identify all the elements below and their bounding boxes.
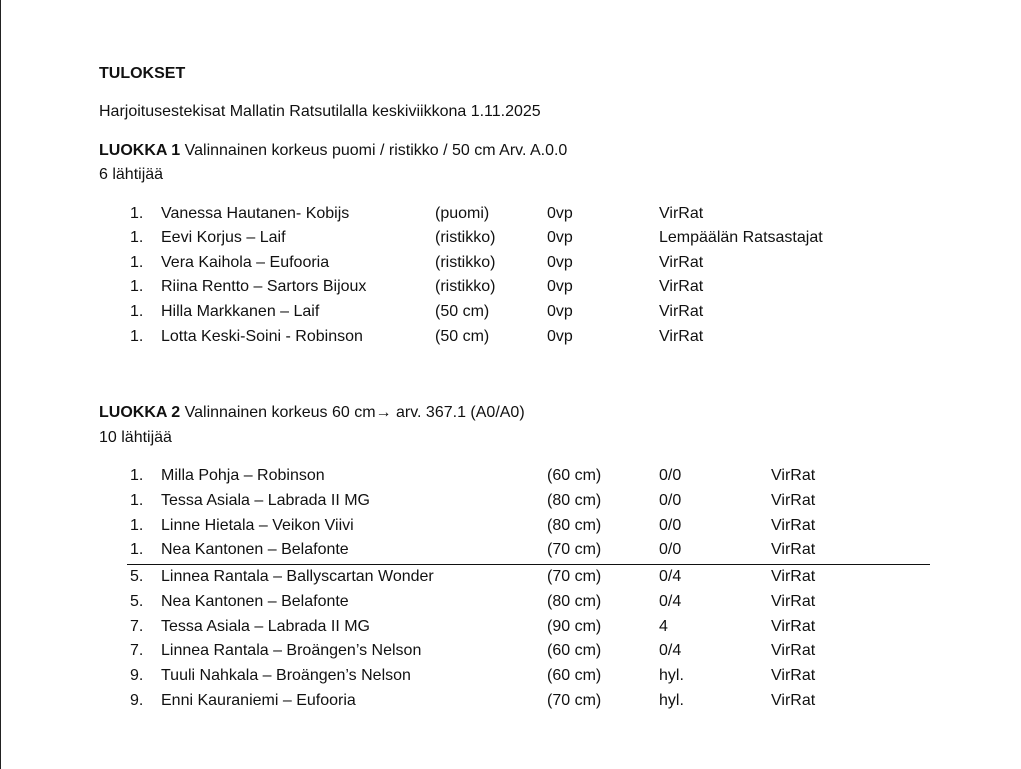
result-faults: 0vp — [547, 254, 573, 271]
result-height: (70 cm) — [547, 541, 602, 558]
result-place: 7. — [130, 642, 144, 659]
class2-result-row — [0, 490, 1021, 512]
result-height: (60 cm) — [547, 467, 602, 484]
result-rider: Lotta Keski-Soini - Robinson — [161, 328, 363, 345]
class1-result-row — [0, 227, 1021, 249]
result-place: 1. — [130, 517, 144, 534]
result-club: VirRat — [659, 303, 704, 320]
result-club: Lempäälän Ratsastajat — [659, 229, 823, 246]
result-height: (80 cm) — [547, 593, 602, 610]
result-club: VirRat — [771, 593, 816, 610]
result-height: (90 cm) — [547, 618, 602, 635]
result-place: 7. — [130, 618, 144, 635]
class1-result-row — [0, 252, 1021, 274]
class2-result-row — [0, 616, 1021, 638]
class2-result-row — [0, 665, 1021, 687]
result-faults: 0/4 — [659, 642, 682, 659]
class1-starters: 6 lähtijää — [99, 166, 164, 183]
document-title: TULOKSET — [99, 65, 186, 82]
result-height: (80 cm) — [547, 517, 602, 534]
result-faults: 0/0 — [659, 517, 682, 534]
class1-result-row — [0, 276, 1021, 298]
result-rider: Nea Kantonen – Belafonte — [161, 541, 349, 558]
class2-starters: 10 lähtijää — [99, 429, 172, 446]
result-faults: 0vp — [547, 278, 573, 295]
result-rider: Enni Kauraniemi – Eufooria — [161, 692, 356, 709]
result-rider: Linne Hietala – Veikon Viivi — [161, 517, 354, 534]
result-faults: 0vp — [547, 229, 573, 246]
result-club: VirRat — [659, 328, 704, 345]
class1-result-row — [0, 301, 1021, 323]
result-place: 5. — [130, 568, 144, 585]
result-club: VirRat — [771, 517, 816, 534]
result-rider: Tessa Asiala – Labrada II MG — [161, 618, 370, 635]
result-faults: 0/0 — [659, 492, 682, 509]
result-club: VirRat — [659, 205, 704, 222]
result-rider: Nea Kantonen – Belafonte — [161, 593, 349, 610]
class2-result-row — [0, 591, 1021, 613]
result-faults: 0vp — [547, 303, 573, 320]
class2-result-row — [0, 640, 1021, 662]
result-height: (80 cm) — [547, 492, 602, 509]
result-height: (ristikko) — [435, 254, 496, 271]
document-subtitle: Harjoitusestekisat Mallatin Ratsutilalla keskiviikkona 1.11.2025 — [99, 103, 541, 120]
class1-description: Valinnainen korkeus puomi / ristikko / 50 cm Arv. A.0.0 — [180, 142, 568, 159]
result-height: (ristikko) — [435, 278, 496, 295]
result-rider: Tuuli Nahkala – Broängen’s Nelson — [161, 667, 411, 684]
result-faults: 0/0 — [659, 467, 682, 484]
result-place: 1. — [130, 205, 144, 222]
class2-heading — [99, 403, 525, 423]
result-club: VirRat — [659, 278, 704, 295]
result-rider: Vanessa Hautanen- Kobijs — [161, 205, 350, 222]
class1-result-row — [0, 326, 1021, 348]
result-rider: Hilla Markkanen – Laif — [161, 303, 320, 320]
result-rider: Eevi Korjus – Laif — [161, 229, 286, 246]
result-place: 5. — [130, 593, 144, 610]
result-height: (50 cm) — [435, 328, 490, 345]
result-rider: Tessa Asiala – Labrada II MG — [161, 492, 370, 509]
class1-label: LUOKKA 1 — [99, 142, 181, 159]
class1-result-row — [0, 203, 1021, 225]
result-faults: 0vp — [547, 205, 573, 222]
class2-result-row — [0, 690, 1021, 712]
result-height: (60 cm) — [547, 667, 602, 684]
result-height: (60 cm) — [547, 642, 602, 659]
result-faults: 4 — [659, 618, 668, 635]
result-faults: hyl. — [659, 667, 684, 684]
result-place: 9. — [130, 667, 144, 684]
class2-description: Valinnainen korkeus 60 cm→ arv. 367.1 (A0/A0) — [180, 404, 525, 421]
result-height: (50 cm) — [435, 303, 490, 320]
result-rider: Linnea Rantala – Ballyscartan Wonder — [161, 568, 434, 585]
result-place: 1. — [130, 328, 144, 345]
result-faults: 0/4 — [659, 568, 682, 585]
class2-result-row — [0, 465, 1021, 487]
result-rider: Riina Rentto – Sartors Bijoux — [161, 278, 367, 295]
class2-result-row — [0, 539, 1021, 561]
result-rider: Linnea Rantala – Broängen’s Nelson — [161, 642, 422, 659]
result-faults: 0vp — [547, 328, 573, 345]
result-height: (70 cm) — [547, 692, 602, 709]
result-place: 1. — [130, 278, 144, 295]
result-club: VirRat — [771, 667, 816, 684]
result-faults: hyl. — [659, 692, 684, 709]
result-height: (puomi) — [435, 205, 490, 222]
result-club: VirRat — [771, 642, 816, 659]
result-place: 1. — [130, 303, 144, 320]
result-faults: 0/4 — [659, 593, 682, 610]
result-place: 1. — [130, 541, 144, 558]
placement-divider-line — [127, 564, 930, 565]
result-club: VirRat — [771, 541, 816, 558]
result-place: 1. — [130, 254, 144, 271]
class2-result-row — [0, 515, 1021, 537]
result-place: 1. — [130, 229, 144, 246]
result-rider: Vera Kaihola – Eufooria — [161, 254, 330, 271]
class2-result-row — [0, 566, 1021, 588]
class2-label: LUOKKA 2 — [99, 404, 181, 421]
result-club: VirRat — [771, 618, 816, 635]
result-club: VirRat — [771, 692, 816, 709]
result-place: 1. — [130, 467, 144, 484]
result-club: VirRat — [771, 492, 816, 509]
result-faults: 0/0 — [659, 541, 682, 558]
result-club: VirRat — [659, 254, 704, 271]
result-club: VirRat — [771, 568, 816, 585]
result-rider: Milla Pohja – Robinson — [161, 467, 325, 484]
class1-heading — [99, 141, 567, 161]
result-place: 9. — [130, 692, 144, 709]
result-height: (ristikko) — [435, 229, 496, 246]
result-place: 1. — [130, 492, 144, 509]
result-club: VirRat — [771, 467, 816, 484]
result-height: (70 cm) — [547, 568, 602, 585]
